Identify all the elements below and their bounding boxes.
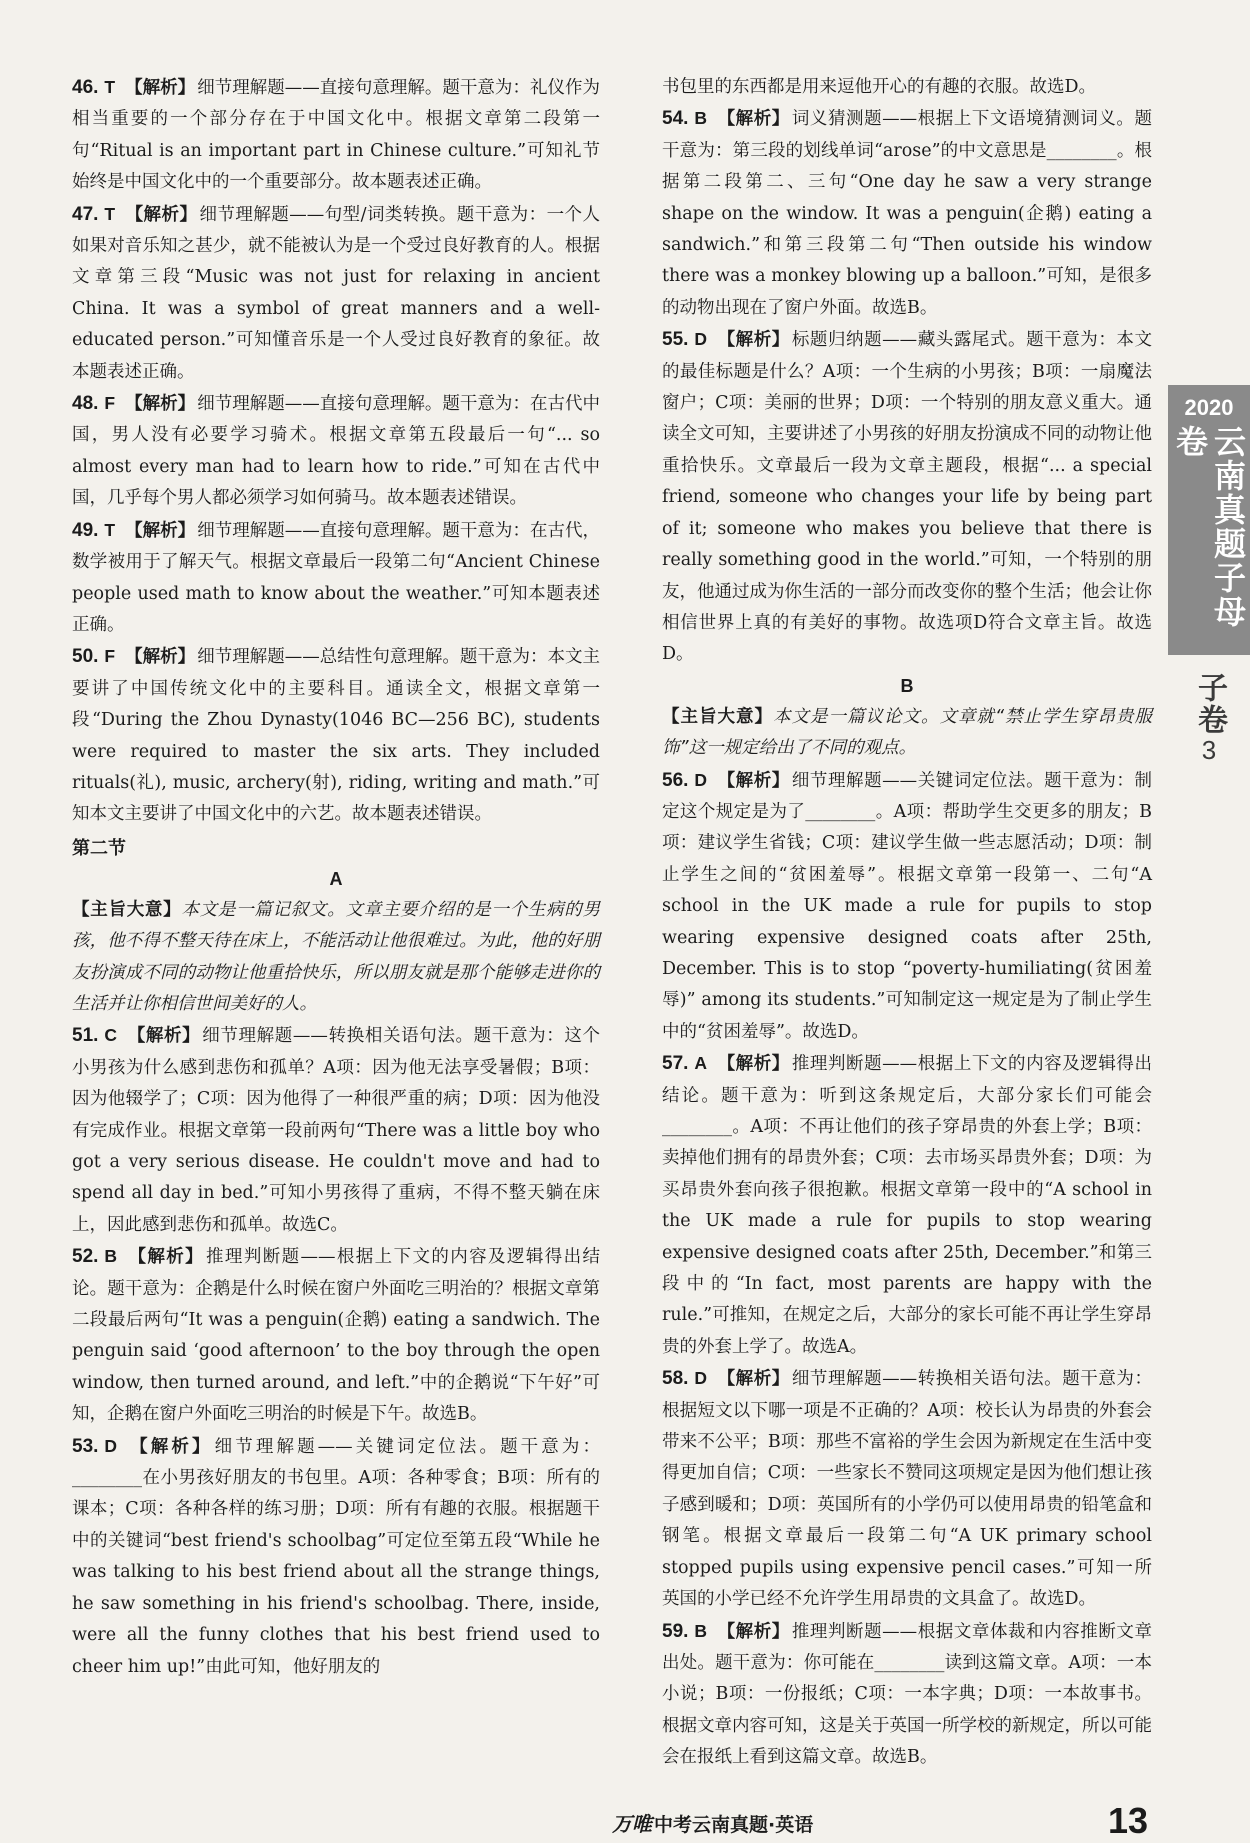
brand-logo: 万唯: [612, 1812, 652, 1836]
footer: [0, 1800, 1250, 1841]
side-subvolume: [1178, 672, 1240, 764]
answer-49: 49. T 【解析】 细节理解题——直接句意理解。题干意为：在古代，数学被用于了解天气。根据文章最后一段第二句“Ancient Chinese people used math to know about the weather.”可知本题表述正确。: [72, 519, 601, 635]
side-tab: [1168, 385, 1250, 655]
answer-48: 48. F 【解析】 细节理解题——直接句意理解。题干意为：在古代中国，男人没有必要学习骑术。根据文章第五段最后一句“... so almost every man had to learn how to ride.”可知在古代中国，几乎每个男人都必须学习如何骑马。故本题表述错误。: [72, 393, 601, 509]
answer-51: 51. C 【解析】 细节理解题——转换相关语句法。题干意为：这个小男孩为什么感到悲伤和孤单？A项：因为他无法享受暑假；B项：因为他辍学了；C项：因为他得了一种很严重的病；D项：因为他没有完成作业。根据文章第一段前两句“There was a little boy who got a very serious disease. He couldn't move and had to spend all day in bed.”可知小男孩得了重病，不得不整天躺在床上，因此感到悲伤和孤单。故选C。: [72, 1025, 600, 1235]
side-title: 云南真题子母卷: [1171, 425, 1247, 629]
right-column: [662, 72, 1152, 1774]
answer-55: 55. D 【解析】 标题归纳题——藏头露尾式。题干意为：本文的最佳标题是什么？A项：一个生病的小男孩；B项：一扇魔法窗户；C项：美丽的世界；D项：一个特别的朋友意义重大。通读全文可知，主要讲述了小男孩的好朋友扮演成不同的动物让他重拾快乐。文章最后一段为文章主题段，根据“... a special friend, someone who changes your life by being part of it; someone who makes you believe that there is really something good in the world.”可知，一个特别的朋友，他通过成为你生活的一部分而改变你的整个生活；他会让你相信世界上真的有美好的事物。故选项D符合文章主旨。故选D。: [662, 329, 1152, 665]
part-title-a: A: [329, 868, 343, 889]
answer-52: 52. B 【解析】 推理判断题——根据上下文的内容及逻辑得出结论。题干意为：企鹅是什么时候在窗户外面吃三明治的？根据文章第二段最后两句“It was a penguin(企鹅) eating a sandwich. The penguin said ‘good afternoon’ to the boy through the open window, then turned around, and left.”中的企鹅说“下午好”可知，企鹅在窗户外面吃三明治的时候是下午。故选B。: [72, 1246, 601, 1425]
page-number: 13: [1108, 1800, 1149, 1841]
answer-59: 59. B 【解析】 推理判断题——根据文章体裁和内容推断文章出处。题干意为：你可能在________读到这篇文章。A项：一本小说；B项：一份报纸；C项：一本字典；D项：一本故事书。根据文章内容可知，这是关于英国一所学校的新规定，所以可能会在报纸上看到这篇文章。故选B。: [662, 1620, 1152, 1768]
answer-46: 46. T 【解析】 细节理解题——直接句意理解。题干意为：礼仪作为相当重要的一个部分存在于中国文化中。根据文章第二段第一句“Ritual is an important part in Chinese culture.”可知礼节始终是中国文化中的一个重要部分。故本题表述正确。: [72, 77, 601, 193]
side-sub-label: 子卷: [1192, 672, 1227, 736]
part-title-b: B: [900, 675, 914, 696]
side-year: 2020: [1184, 395, 1234, 420]
answer-54: 54. B 【解析】 词义猜测题——根据上下文语境猜测词义。题干意为：第三段的划线单词“arose”的中文意思是________。根据第二段第二、三句“One day he saw a very strange shape on the window. It was a penguin(企鹅) eating a sandwich.”和第三段第二句“Then outside his window there was a monkey blowing up a balloon.”可知，是很多的动物出现在了窗户外面。故选B。: [662, 108, 1152, 318]
answer-58: 58. D 【解析】 细节理解题——转换相关语句法。题干意为：根据短文以下哪一项是不正确的？A项：校长认为昂贵的外套会带来不公平；B项：那些不富裕的学生会因为新规定在生活中变得更加自信；C项：一些家长不赞同这项规定是因为他们想让孩子感到暖和；D项：英国所有的小学仍可以使用昂贵的铅笔盒和钢笔。根据文章最后一段第二句“A UK primary school stopped pupils using expensive pencil cases.”可知一所英国的小学已经不允许学生用昂贵的文具盒了。故选D。: [662, 1368, 1152, 1610]
answer-57: 57. A 【解析】 推理判断题——根据上下文的内容及逻辑得出结论。题干意为：听到这条规定后，大部分家长们可能会________。A项：不再让他们的孩子穿昂贵的外套上学；B项：卖掉他们拥有的昂贵外套；C项：去市场买昂贵外套；D项：为买昂贵外套向孩子很抱歉。根据文章第一段中的“A school in the UK made a rule for pupils to stop wearing expensive designed coats after 25th, December.”和第三段中的“In fact, most parents are happy with the rule.”可推知，在规定之后，大部分的家长可能不再让学生穿昂贵的外套上学了。故选A。: [662, 1053, 1152, 1357]
answer-47: 47. T 【解析】 细节理解题——句型/词类转换。题干意为：一个人如果对音乐知之甚少，就不能被认为是一个受过良好教育的人。根据文章第三段“Music was not just for relaxing in ancient China. It was a symbol of great manners and a well-educated person.”可知懂音乐是一个人受过良好教育的象征。故本题表述正确。: [72, 203, 600, 382]
answer-53-continued: 书包里的东西都是用来逗他开心的有趣的衣服。故选D。: [662, 77, 1097, 97]
summary-b: 【主旨大意】本文是一篇议论文。文章就“禁止学生穿昂贵服饰”这一规定给出了不同的观点。: [662, 706, 1152, 759]
summary-a: 【主旨大意】本文是一篇记叙文。文章主要介绍的是一个生病的男孩，他不得不整天待在床上，不能活动让他很难过。为此，他的好朋友扮演成不同的动物让他重拾快乐，所以朋友就是那个能够走进你的生活并让你相信世间美好的人。: [72, 899, 601, 1014]
side-sub-number: 3: [1201, 735, 1217, 765]
answer-56: 56. D 【解析】 细节理解题——关键词定位法。题干意为：制定这个规定是为了________。A项：帮助学生交更多的朋友；B项：建议学生省钱；C项：建议学生做一些志愿活动；D项：制止学生之间的“贫困羞辱”。根据文章第一段第一、二句“A school in the UK made a rule for pupils to stop wearing expensive designed coats after 25th, December. This is to stop “poverty-humiliating(贫困羞辱)” among its students.”可知制定这一规定是为了制止学生中的“贫困羞辱”。故选D。: [662, 769, 1152, 1042]
section-title: 第二节: [72, 837, 126, 859]
left-column: [72, 72, 600, 1683]
answer-50: 50. F 【解析】 细节理解题——总结性句意理解。题干意为：本文主要讲了中国传统文化中的主要科目。通读全文，根据文章第一段“During the Zhou Dynasty(1046 BC—256 BC), students were required to master the six arts. They included rituals(礼), music, archery(射), riding, writing and math.”可知本文主要讲了中国文化中的六艺。故本题表述错误。: [72, 646, 601, 825]
answer-53: 53. D 【解析】 细节理解题——关键词定位法。题干意为：________在小男孩好朋友的书包里。A项：各种零食；B项：所有的课本；C项：各种各样的练习册；D项：所有有趣的衣服。根据题干中的关键词“best friend's schoolbag”可定位至第五段“While he was talking to his best friend about all the strange things, he saw something in his friend's schoolbag. There, inside, were all the funny clothes that his best friend used to cheer him up!”由此可知，他好朋友的: [72, 1435, 601, 1677]
footer-brand: 万唯 中考云南真题·英语: [612, 1812, 814, 1836]
